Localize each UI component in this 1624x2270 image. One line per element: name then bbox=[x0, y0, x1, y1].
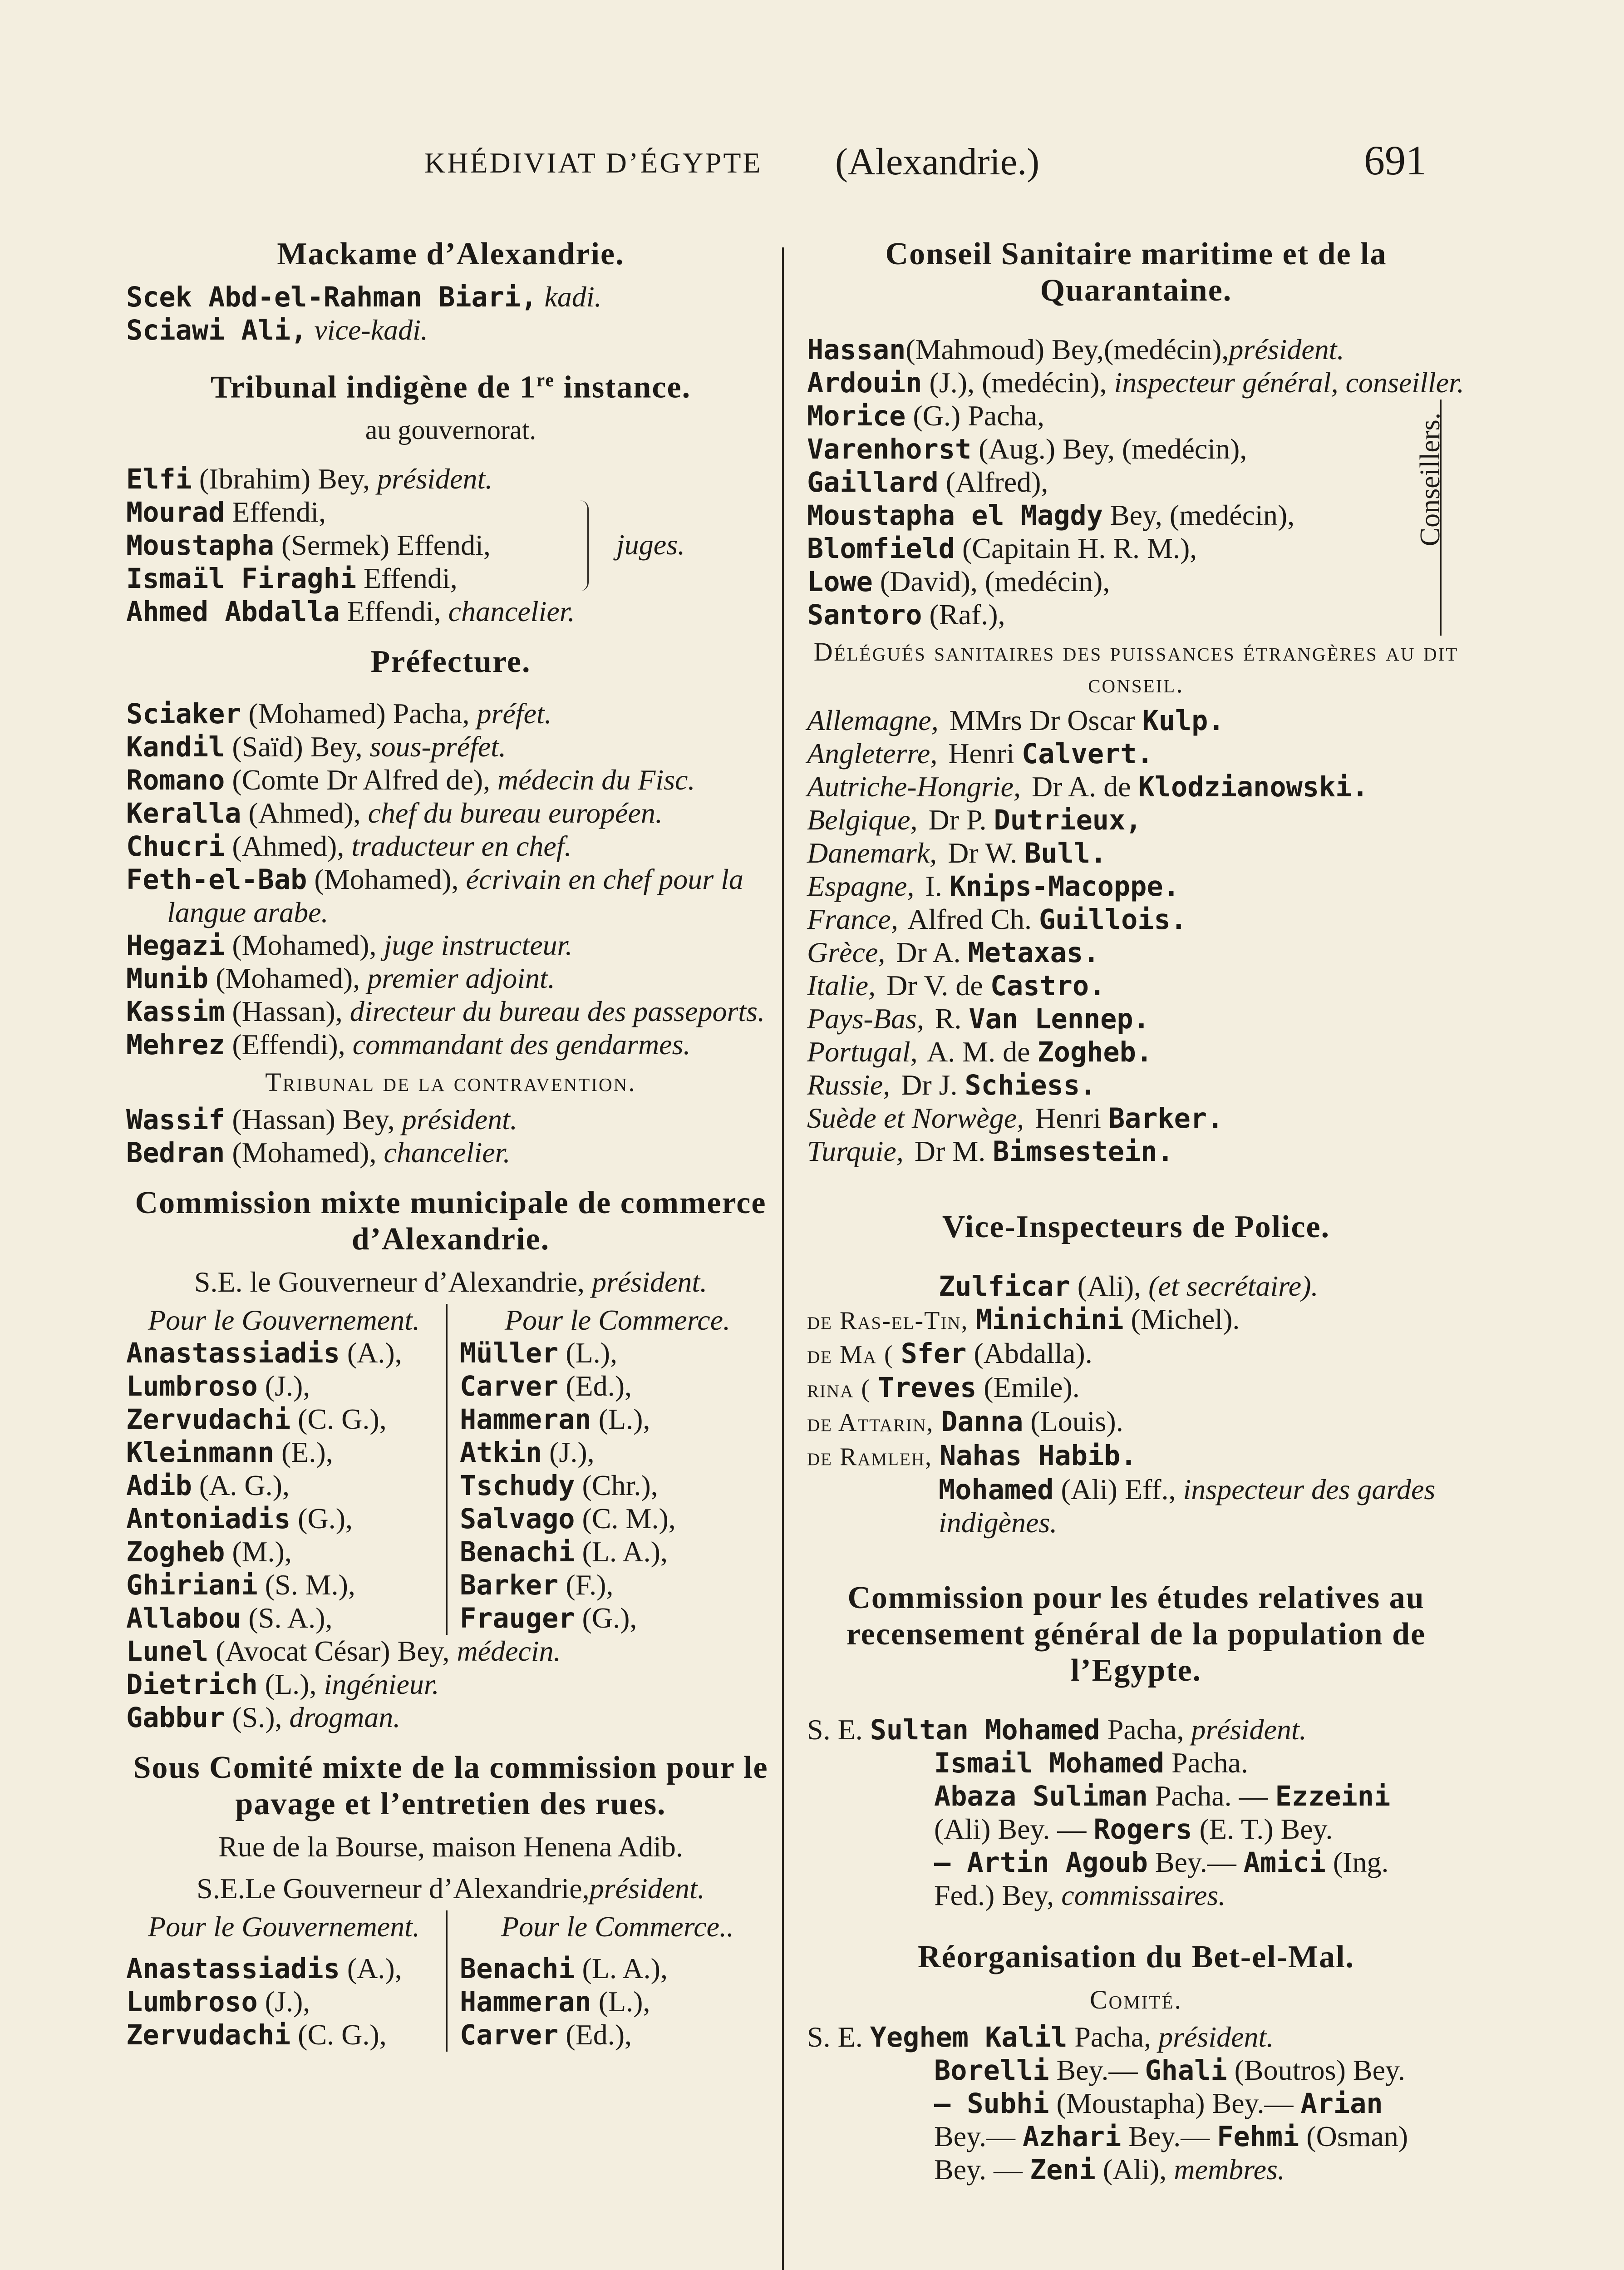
gov-member: Anastassiadis (A.), bbox=[126, 1952, 402, 1985]
sous-comite-table bbox=[126, 1910, 775, 2052]
delegue-entry: Russie, Dr J. Schiess. bbox=[807, 1069, 1097, 1101]
delegue-entry: Portugal, A. M. de Zogheb. bbox=[807, 1036, 1153, 1068]
betelmal-line: Bey.— Azhari Bey.— Fehmi (Osman) bbox=[934, 2120, 1408, 2153]
gov-member: Zervudachi (C. G.), bbox=[126, 2018, 387, 2052]
betelmal-line: Bey. — Zeni (Ali), membres. bbox=[934, 2153, 1285, 2186]
delegue-entry: Italie, Dr V. de Castro. bbox=[807, 969, 1106, 1002]
commerce-member: Carver (Ed.), bbox=[460, 1370, 632, 1403]
gov-member: Anastassiadis (A.), bbox=[126, 1337, 402, 1370]
police-entry: de Attarin, Danna (Louis). bbox=[807, 1405, 1123, 1438]
commission-extra bbox=[126, 1635, 775, 1734]
gov-member: Lumbroso (J.), bbox=[126, 1370, 310, 1403]
sous-comite-col1-head: Pour le Gouvernement. bbox=[148, 1910, 420, 1943]
delegue-entry: Danemark, Dr W. Bull. bbox=[807, 837, 1107, 869]
commerce-member: Carver (Ed.), bbox=[460, 2018, 632, 2052]
commission-president: S.E. le Gouverneur d’Alexandrie, président. bbox=[194, 1266, 708, 1298]
section-title-tribunal: Tribunal indigène de 1re instance. bbox=[210, 370, 691, 405]
tribunal-president: Elfi (Ibrahim) Bey, président. bbox=[126, 463, 493, 496]
section-title-betelmal: Réorganisation du Bet-el-Mal. bbox=[917, 1939, 1355, 1974]
mackame-list bbox=[126, 281, 775, 347]
betelmal-line: — Subhi (Moustapha) Bey.— Arian bbox=[934, 2087, 1383, 2120]
sous-comite-col2-head: Pour le Commerce.. bbox=[501, 1910, 734, 1943]
recensement-line: — Artin Agoub Bey.— Amici (Ing. bbox=[934, 1846, 1389, 1879]
left-column bbox=[126, 236, 775, 2052]
running-header bbox=[0, 136, 1624, 186]
gov-member: Antoniadis (G.), bbox=[126, 1502, 353, 1535]
section-title-recensement: Commission pour les études relatives au recensement général de la population de l’Egypte. bbox=[846, 1580, 1426, 1688]
betelmal-list bbox=[807, 2021, 1465, 2186]
tribunal-subtitle: au gouvernorat. bbox=[365, 415, 536, 445]
police-list bbox=[807, 1270, 1465, 1539]
police-entry: de Ras-el-Tin, Minichini (Michel). bbox=[807, 1303, 1240, 1336]
header-city: (Alexandrie.) bbox=[835, 141, 1040, 183]
conseil-members bbox=[807, 400, 1465, 632]
delegues-title: Délégués sanitaires des puissances étrangères au dit conseil. bbox=[813, 637, 1459, 698]
gov-member: Ghiriani (S. M.), bbox=[126, 1569, 355, 1602]
police-entry: Zulficar (Ali), (et secrétaire). bbox=[939, 1270, 1319, 1303]
delegues-list bbox=[807, 704, 1465, 1168]
sous-comite-president: S.E.Le Gouverneur d’Alexandrie,président. bbox=[197, 1872, 705, 1905]
prefecture-entry: Romano (Comte Dr Alfred de), médecin du Fisc. bbox=[126, 764, 695, 797]
commission-col2-head: Pour le Commerce. bbox=[504, 1304, 731, 1337]
prefecture-entry: Kassim (Hassan), directeur du bureau des passeports. bbox=[126, 995, 765, 1028]
delegue-entry: Angleterre, Henri Calvert. bbox=[807, 737, 1153, 770]
commerce-member: Atkin (J.), bbox=[460, 1436, 595, 1469]
delegue-entry: Autriche-Hongrie, Dr A. de Klodzianowski. bbox=[807, 770, 1368, 803]
delegue-entry: Turquie, Dr M. Bimsestein. bbox=[807, 1135, 1174, 1168]
commission-extra-entry: Lunel (Avocat César) Bey, médecin. bbox=[126, 1635, 561, 1668]
police-entry: de Ramleh, Nahas Habib. bbox=[807, 1440, 1137, 1472]
recensement-line: Fed.) Bey, commissaires. bbox=[934, 1879, 1226, 1911]
section-title-police: Vice-Inspecteurs de Police. bbox=[942, 1209, 1330, 1244]
right-column bbox=[807, 236, 1465, 2186]
recensement-line: (Ali) Bey. — Rogers (E. T.) Bey. bbox=[934, 1813, 1333, 1846]
commerce-member: Salvago (C. M.), bbox=[460, 1502, 676, 1535]
prefecture-entry: Mehrez (Effendi), commandant des gendarmes. bbox=[126, 1028, 691, 1061]
prefecture-entry: Feth-el-Bab (Mohamed), écrivain en chef pour la langue arabe. bbox=[126, 863, 743, 929]
judge-line: Moustapha (Sermek) Effendi, bbox=[126, 529, 491, 562]
commission-extra-entry: Dietrich (L.), ingénieur. bbox=[126, 1668, 439, 1701]
commission-table bbox=[126, 1304, 775, 1635]
commerce-member: Hammeran (L.), bbox=[460, 1403, 650, 1436]
gov-member: Adib (A. G.), bbox=[126, 1469, 290, 1502]
delegue-entry: Suède et Norwège, Henri Barker. bbox=[807, 1102, 1224, 1135]
mackame-line: Scek Abd-el-Rahman Biari, kadi. bbox=[126, 281, 602, 313]
members-label: Conseillers. bbox=[1414, 412, 1446, 547]
prefecture-entry: Keralla (Ahmed), chef du bureau européen. bbox=[126, 797, 663, 830]
prefecture-entry: Munib (Mohamed), premier adjoint. bbox=[126, 962, 555, 995]
delegue-entry: France, Alfred Ch. Guillois. bbox=[807, 903, 1187, 936]
commission-extra-entry: Gabbur (S.), drogman. bbox=[126, 1701, 401, 1734]
gov-member: Kleinmann (E.), bbox=[126, 1436, 333, 1469]
recensement-line: Abaza Suliman Pacha. — Ezzeini bbox=[934, 1780, 1391, 1812]
commerce-member: Müller (L.), bbox=[460, 1337, 618, 1370]
conseil-member: Lowe (David), (medécin), bbox=[807, 565, 1110, 598]
delegue-entry: Grèce, Dr A. Metaxas. bbox=[807, 936, 1100, 969]
conseil-member: Santoro (Raf.), bbox=[807, 598, 1005, 631]
conseil-president: Hassan(Mahmoud) Bey,(medécin),président. bbox=[807, 333, 1344, 366]
conseil-member: Gaillard (Alfred), bbox=[807, 466, 1048, 498]
gov-member: Lumbroso (J.), bbox=[126, 1985, 310, 2018]
judge-line: Mourad Effendi, bbox=[126, 496, 326, 529]
commerce-member: Tschudy (Chr.), bbox=[460, 1469, 658, 1502]
gov-member: Zervudachi (C. G.), bbox=[126, 1403, 387, 1436]
recensement-list bbox=[807, 1713, 1465, 1912]
section-title-conseil: Conseil Sanitaire maritime et de la Quarantaine. bbox=[885, 237, 1387, 308]
conseil-member: Moustapha el Magdy Bey, (medécin), bbox=[807, 499, 1295, 532]
section-title-commission: Commission mixte municipale de commerce d’Alexandrie. bbox=[135, 1185, 767, 1257]
commerce-member: Barker (F.), bbox=[460, 1569, 614, 1602]
header-title: KHÉDIVIAT D’ÉGYPTE bbox=[424, 147, 763, 179]
police-entry: Mohamed (Ali) Eff., inspecteur des gardes indigènes. bbox=[939, 1473, 1436, 1539]
commission-col1-head: Pour le Gouvernement. bbox=[148, 1304, 420, 1337]
mackame-line: Sciawi Ali, vice-kadi. bbox=[126, 314, 428, 346]
conseil-member: Morice (G.) Pacha, bbox=[807, 400, 1044, 432]
contravention-entry: Bedran (Mohamed), chancelier. bbox=[126, 1136, 511, 1170]
recensement-line: Ismail Mohamed Pacha. bbox=[934, 1747, 1248, 1779]
judges-label: juges. bbox=[616, 528, 685, 561]
section-title-prefecture: Préfecture. bbox=[370, 644, 531, 680]
delegue-entry: Espagne, I. Knips-Macoppe. bbox=[807, 870, 1180, 903]
betelmal-comite: Comité. bbox=[1090, 1985, 1182, 2014]
commerce-member: Benachi (L. A.), bbox=[460, 1952, 668, 1985]
commerce-member: Benachi (L. A.), bbox=[460, 1535, 668, 1569]
gov-member: Zogheb (M.), bbox=[126, 1535, 292, 1569]
delegue-entry: Allemagne, MMrs Dr Oscar Kulp. bbox=[807, 704, 1225, 737]
sous-comite-address: Rue de la Bourse, maison Henena Adib. bbox=[218, 1831, 683, 1863]
betelmal-line: Borelli Bey.— Ghali (Boutros) Bey. bbox=[934, 2054, 1405, 2087]
prefecture-entry: Hegazi (Mohamed), juge instructeur. bbox=[126, 929, 573, 962]
recensement-line: S. E. Sultan Mohamed Pacha, président. bbox=[807, 1713, 1307, 1746]
commerce-member: Hammeran (L.), bbox=[460, 1985, 650, 2018]
police-entry: de Ma ( Sfer (Abdalla). bbox=[807, 1337, 1093, 1370]
police-entry: rina ( Treves (Emile). bbox=[807, 1371, 1080, 1404]
prefecture-entry: Chucri (Ahmed), traducteur en chef. bbox=[126, 830, 572, 863]
judges-brace bbox=[580, 500, 589, 591]
betelmal-line: S. E. Yeghem Kalil Pacha, président. bbox=[807, 2021, 1274, 2053]
prefecture-list bbox=[126, 697, 775, 1061]
contravention-entry: Wassif (Hassan) Bey, président. bbox=[126, 1103, 517, 1136]
page-number: 691 bbox=[1364, 137, 1427, 183]
conseil-inspecteur: Ardouin (J.), (medécin), inspecteur général, conseiller. bbox=[807, 366, 1464, 399]
delegue-entry: Pays-Bas, R. Van Lennep. bbox=[807, 1002, 1150, 1035]
judge-line: Ismaïl Firaghi Effendi, bbox=[126, 562, 458, 595]
delegue-entry: Belgique, Dr P. Dutrieux, bbox=[807, 804, 1142, 836]
contravention-title: Tribunal de la contravention. bbox=[265, 1067, 636, 1097]
prefecture-entry: Sciaker (Mohamed) Pacha, préfet. bbox=[126, 697, 552, 730]
contravention-list bbox=[126, 1103, 775, 1170]
section-title-sous-comite: Sous Comité mixte de la commission pour le pavage et l’entretien des rues. bbox=[133, 1750, 768, 1822]
commerce-member: Frauger (G.), bbox=[460, 1602, 637, 1635]
gov-member: Allabou (S. A.), bbox=[126, 1602, 333, 1635]
conseil-member: Varenhorst (Aug.) Bey, (medécin), bbox=[807, 433, 1247, 465]
prefecture-entry: Kandil (Saïd) Bey, sous-préfet. bbox=[126, 730, 507, 764]
tribunal-judges bbox=[126, 496, 775, 595]
section-title-mackame: Mackame d’Alexandrie. bbox=[277, 237, 625, 271]
conseil-member: Blomfield (Capitain H. R. M.), bbox=[807, 532, 1197, 565]
column-divider bbox=[782, 247, 784, 2270]
tribunal-chancelier: Ahmed Abdalla Effendi, chancelier. bbox=[126, 595, 575, 628]
